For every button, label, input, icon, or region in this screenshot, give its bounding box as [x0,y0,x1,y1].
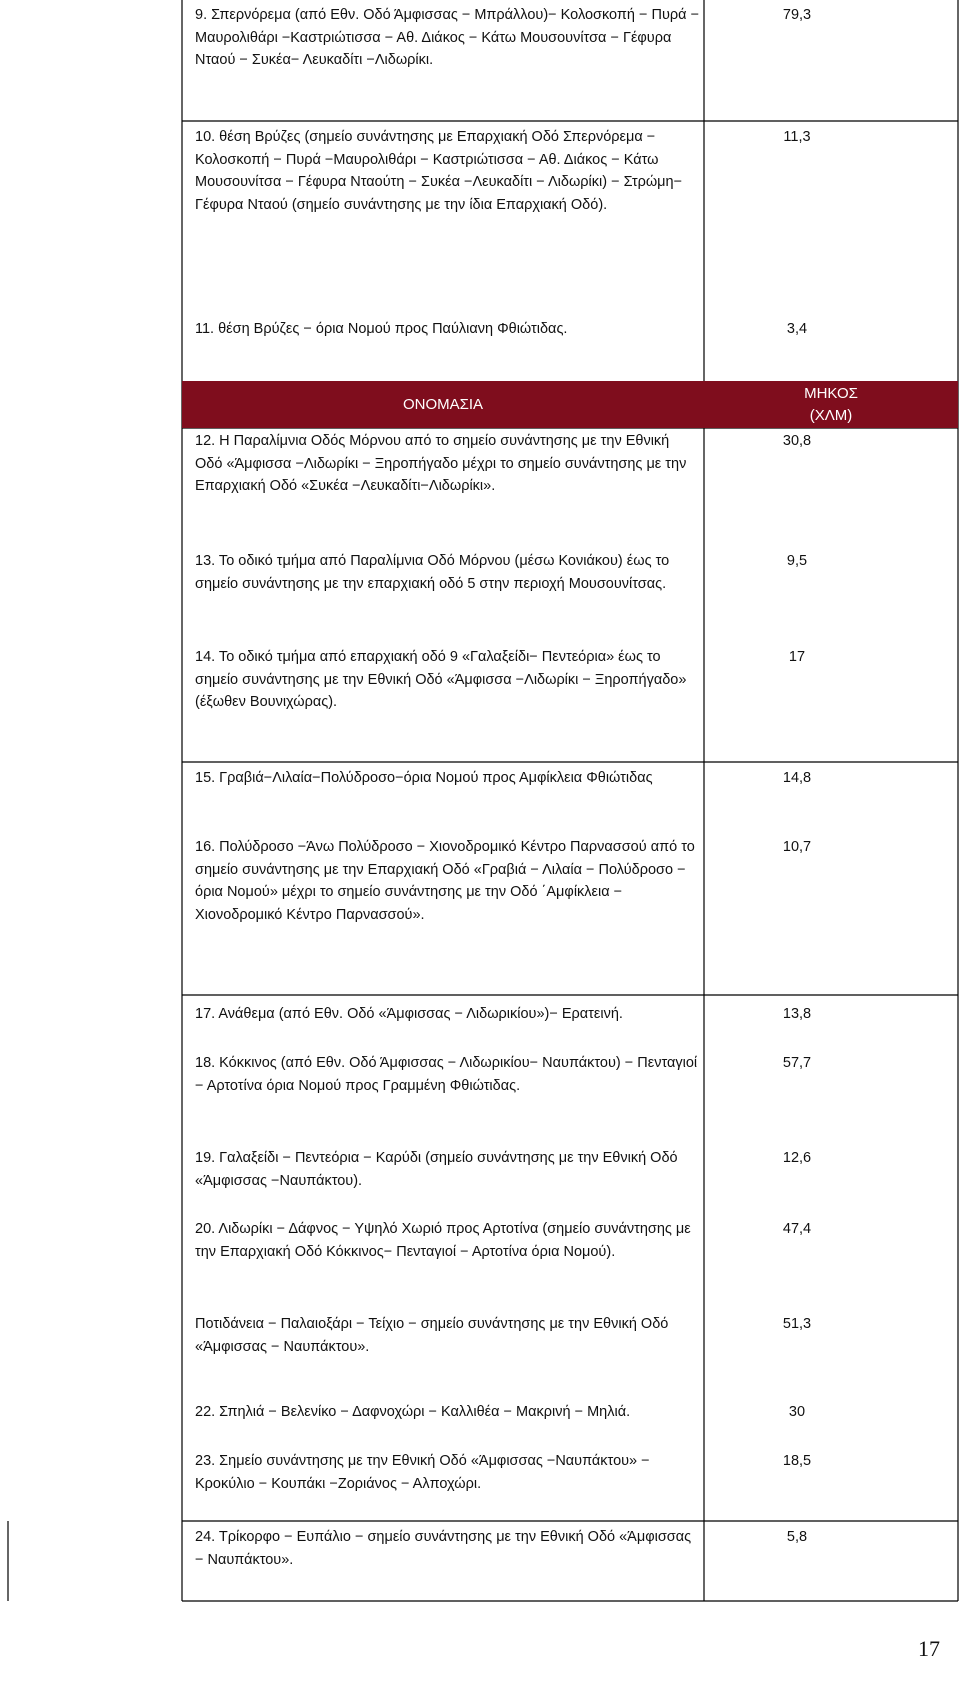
row-15-text: 15. Γραβιά−Λιλαία−Πολύδροσο−όρια Νομού προς Αμφίκλεια Φθιώτιδας [195,770,653,786]
row-18-length: 57,7 [782,1055,812,1071]
row-22-text: 22. Σπηλιά − Βελενίκο − Δαφνοχώρι − Καλλιθέα − Μακρινή − Μηλιά. [195,1404,631,1420]
row-10-text: 10. θέση Βρύζες (σημείο συνάντησης με Επαρχιακή Οδό Σπερνόρεμα − Κολοσκοπή − Πυρά −Μαυρολιθάρι − Καστριώτισσα − Αθ. Διάκος − Κάτω Μουσουνίτσα − Γέφυρα Νταούτη − Συκέα −Λευκαδίτι − Λιδωρίκι) − Στρώμη− Γέφυρα Νταού (σημείο συνάντησης με την ίδια Επαρχιακή Οδό). [195,129,683,213]
row-18-text: 18. Κόκκινος (από Εθν. Οδό Άμφισσας − Λιδωρικίου− Ναυπάκτου) − Πενταγιοί − Αρτοτίνα όρια Νομού προς Γραμμένη Φθιώτιδας. [195,1055,698,1094]
row-17-text: 17. Ανάθεμα (από Εθν. Οδό «Άμφισσας − Λιδωρικίου»)− Ερατεινή. [195,1006,623,1022]
row-16-length: 10,7 [782,839,812,855]
row-20-length: 47,4 [782,1221,812,1237]
row-20-text: 20. Λιδωρίκι − Δάφνος − Υψηλό Χωριό προς Αρτοτίνα (σημείο συνάντησης με την Επαρχιακή Οδό Κόκκινος− Πενταγιοί − Αρτοτίνα όρια Νομού). [195,1221,691,1260]
row-13-text: 13. Το οδικό τμήμα από Παραλίμνια Οδό Μόρνου (μέσω Κονιάκου) έως το σημείο συνάντησης με την επαρχιακή οδό 5 στην περιοχή Μουσουνίτσας. [195,553,670,592]
row-15-length: 14,8 [782,770,812,786]
row-13-length: 9,5 [786,553,808,569]
row-14-length: 17 [788,649,806,665]
row-19-length: 12,6 [782,1150,812,1166]
row-24-text: 24. Τρίκορφο − Ευπάλιο − σημείο συνάντησης με την Εθνική Οδό «Άμφισσας − Ναυπάκτου». [195,1529,692,1568]
row-19-text: 19. Γαλαξείδι − Πεντεόρια − Καρύδι (σημείο συνάντησης με την Εθνική Οδό «Άμφισσας −Ναυπάκτου). [195,1150,678,1189]
header-name: ΟΝΟΜΑΣΙΑ [402,396,484,413]
row-24-length: 5,8 [786,1529,808,1545]
row-11-length: 3,4 [786,321,808,337]
row-16-text: 16. Πολύδροσο −Άνω Πολύδροσο − Χιονοδρομικό Κέντρο Παρνασσού από το σημείο συνάντησης με την Επαρχιακή Οδό «Γραβιά − Λιλαία − Πολύδροσο − όρια Νομού» μέχρι το σημείο συνάντησης με την Οδό ΄Αμφίκλεια − Χιονοδρομικό Κέντρο Παρνασσού». [195,839,695,923]
row-12-length: 30,8 [782,433,812,449]
header-length-line2: (ΧΛΜ) [809,407,853,424]
row-23-length: 18,5 [782,1453,812,1469]
page-number: 17 [918,1636,940,1661]
row-21-text: Ποτιδάνεια − Παλαιοξάρι − Τείχιο − σημείο συνάντησης με την Εθνική Οδό «Άμφισσας − Ναυπάκτου». [195,1316,669,1355]
row-14-text: 14. Το οδικό τμήμα από επαρχιακή οδό 9 «Γαλαξείδι− Πεντεόρια» έως το σημείο συνάντησης με την Εθνική Οδό «Άμφισσα −Λιδωρίκι − Ξηροπήγαδο» (έξωθεν Βουνιχώρας). [195,649,687,710]
row-17-length: 13,8 [782,1006,812,1022]
row-9-length: 79,3 [782,7,812,23]
row-23-text: 23. Σημείο συνάντησης με την Εθνική Οδό «Άμφισσας −Ναυπάκτου» − Κροκύλιο − Κουπάκι −Ζοριάνος − Αλποχώρι. [195,1453,650,1492]
row-11-text: 11. θέση Βρύζες − όρια Νομού προς Παύλιανη Φθιώτιδας. [195,321,568,337]
row-22-length: 30 [788,1404,806,1420]
row-12-text: 12. Η Παραλίμνια Οδός Μόρνου από το σημείο συνάντησης με την Εθνική Οδό «Άμφισσα −Λιδωρίκι − Ξηροπήγαδο μέχρι το σημείο συνάντησης με την Επαρχιακή Οδό «Συκέα −Λευκαδίτι−Λιδωρίκι». [195,433,687,494]
header-length [704,381,958,428]
row-10-length: 11,3 [783,129,811,145]
row-9-text: 9. Σπερνόρεμα (από Εθν. Οδό Άμφισσας − Μπράλλου)− Κολοσκοπή − Πυρά − Μαυρολιθάρι −Καστριώτισσα − Αθ. Διάκος − Κάτω Μουσουνίτσα − Γέφυρα Νταού − Συκέα− Λευκαδίτι −Λιδωρίκι. [195,7,700,68]
header-length-line1: ΜΗΚΟΣ [804,385,858,402]
row-21-length: 51,3 [782,1316,812,1332]
